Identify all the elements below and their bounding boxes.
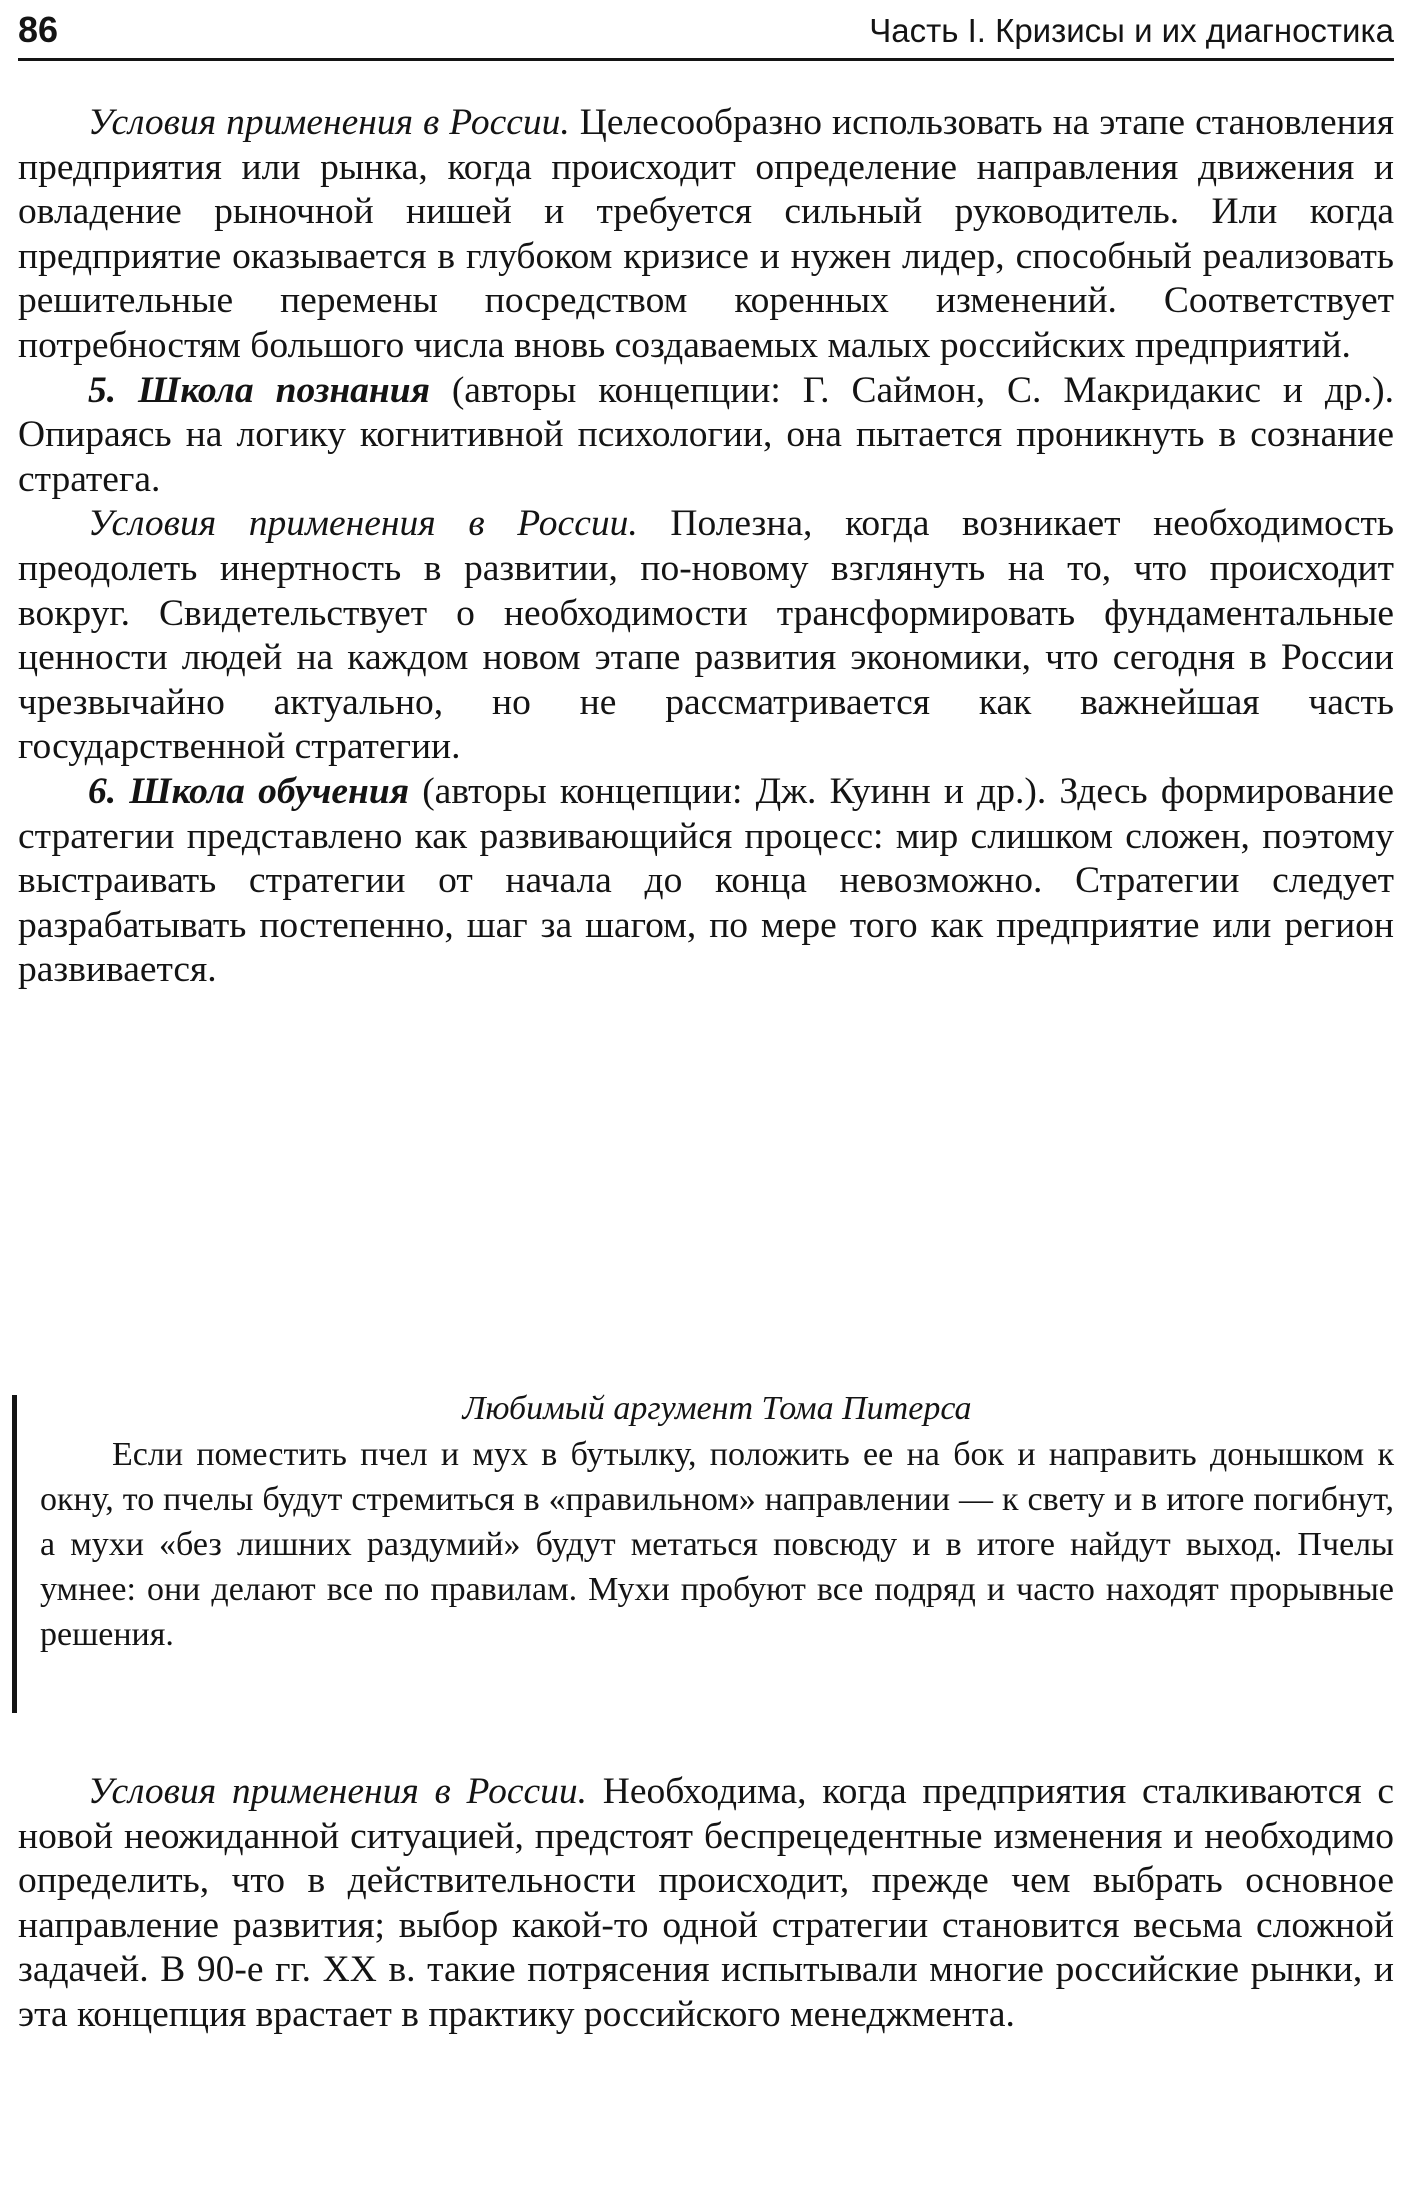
box-body bbox=[40, 1432, 1394, 1657]
paragraph-conditions-3 bbox=[18, 1770, 1394, 2038]
paragraph-text: Необходима, когда предприятия сталкиваются с новой неожиданной ситуацией, предстоят беспрецедентные изменения и необходимо определить, что в действительности происходит, прежде чем выбрать основное направление развития; выбор какой-то одной стратегии становится весьма сложной задачей. В 90-е гг. XX в. такие потрясения испытывали многие российские рынки, и эта концепция врастает в практику российского менеджмента. bbox=[18, 1771, 1394, 2035]
main-text-bottom bbox=[18, 1770, 1394, 2038]
conditions-lead: Условия применения в России. bbox=[88, 102, 570, 143]
paragraph-text: (авторы концепции: Дж. Куинн и др.). Здесь формирование стратегии представлено как развивающийся процесс: мир слишком сложен, поэтому выстраивать стратегии от начала до конца невозможно. Стратегии следует разрабатывать постепенно, шаг за шагом, по мере того как предприятие или регион развивается. bbox=[18, 770, 1394, 991]
conditions-lead: Условия применения в России. bbox=[88, 1771, 588, 1812]
paragraph-text: Целесообразно использовать на этапе становления предприятия или рынка, когда происходит определение направления движения и овладение рыночной нишей и требуется сильный руководитель. Или когда предприятие оказывается в глубоком кризисе и нужен лидер, способный реализовать решительные перемены посредством коренных изменений. Соответствует потребностям большого числа вновь создаваемых малых российских предприятий. bbox=[18, 102, 1394, 366]
sidebar-box bbox=[0, 1387, 1404, 1717]
school-heading: 6. Школа обучения bbox=[88, 770, 410, 812]
school-heading: 5. Школа познания bbox=[88, 369, 430, 411]
paragraph-conditions-2 bbox=[18, 502, 1394, 770]
box-title: Любимый аргумент Тома Питерса bbox=[462, 1390, 972, 1427]
paragraph-school-cognitive bbox=[18, 369, 1394, 503]
paragraph-conditions-1 bbox=[18, 101, 1394, 369]
conditions-lead: Условия применения в России. bbox=[88, 503, 638, 545]
main-text-top bbox=[18, 101, 1394, 993]
paragraph-text: (авторы концепции: Г. Саймон, С. Макридакис и др.). Опираясь на логику когнитивной психологии, она пытается проникнуть в сознание стратега. bbox=[18, 369, 1394, 500]
page-header bbox=[18, 6, 1394, 61]
box-vertical-rule bbox=[12, 1395, 17, 1713]
box-paragraph: Если поместить пчел и мух в бутылку, положить ее на бок и направить донышком к окну, то пчелы будут стремиться в «правильном» направлении — к свету и в итоге погибнут, а мухи «без лишних раздумий» будут метаться повсюду и в итоге найдут выход. Пчелы умнее: они делают все по правилам. Мухи пробуют все подряд и часто находят прорывные решения. bbox=[40, 1436, 1394, 1653]
page-number: 86 bbox=[18, 9, 59, 50]
paragraph-school-learning bbox=[18, 770, 1394, 993]
running-head: Часть I. Кризисы и их диагностика bbox=[869, 12, 1394, 49]
paragraph-text: Полезна, когда возникает необходимость преодолеть инертность в развитии, по-новому взглянуть на то, что происходит вокруг. Свидетельствует о необходимости трансформировать фундаментальные ценности людей на каждом новом этапе развития экономики, что сегодня в России чрезвычайно актуально, но не рассматривается как важнейшая часть государственной стратегии. bbox=[18, 503, 1394, 768]
